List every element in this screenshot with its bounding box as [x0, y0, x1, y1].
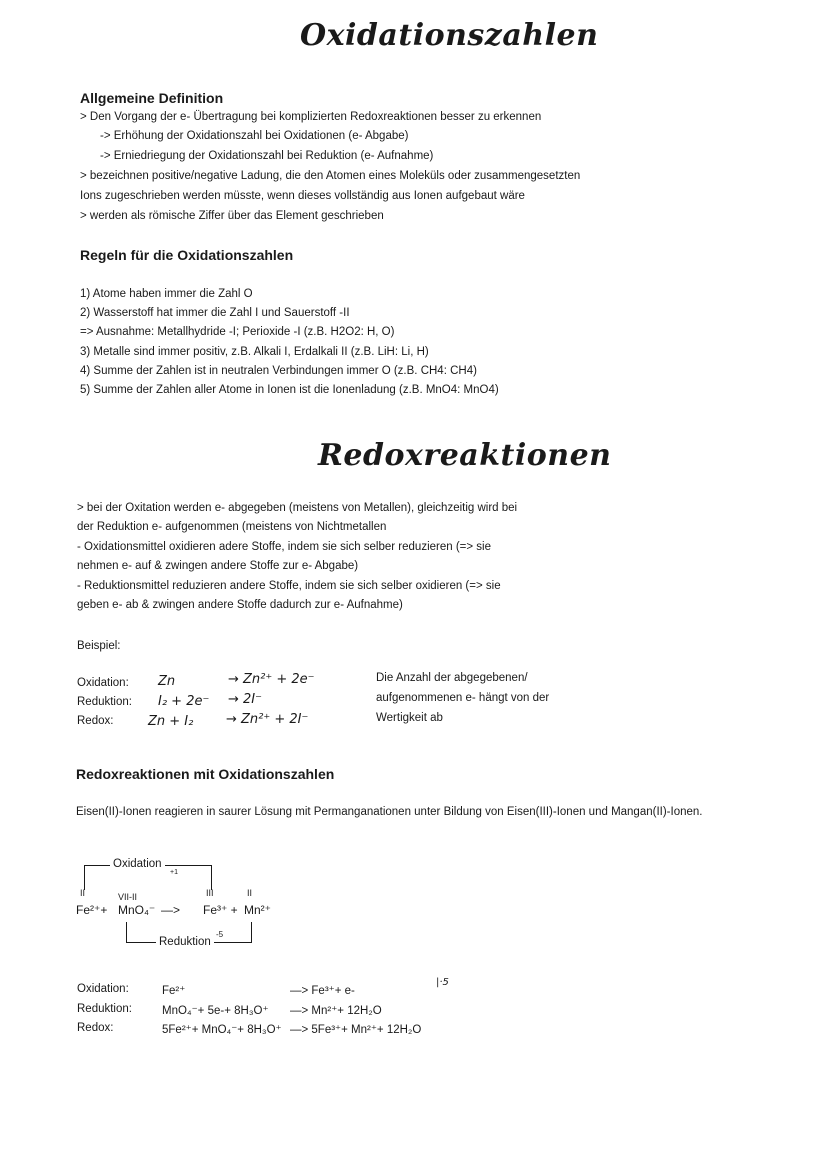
section-title-redox: Redoxreaktionen	[318, 438, 612, 473]
equation-part: MnO₄⁻	[118, 903, 156, 917]
example-note-line: Die Anzahl der abgegebenen/	[376, 672, 528, 684]
numeral-mn: II	[247, 888, 253, 898]
oxidation-label: Oxidation	[110, 858, 165, 870]
example-row-left: Zn	[158, 674, 176, 689]
oxzahl-row-label: Redox:	[77, 1022, 114, 1034]
definition-line: > bezeichnen positive/negative Ladung, die den Atomen eines Moleküls oder zusammengesetzten	[80, 170, 581, 182]
example-row-right: → 2I⁻	[228, 692, 262, 707]
rule-line: 1) Atome haben immer die Zahl O	[80, 288, 253, 300]
oxzahl-row-prod: —> 5Fe³⁺+ Mn²⁺+ 12H₂O	[290, 1024, 422, 1036]
redox-line: nehmen e- auf & zwingen andere Stoffe zur e- Abgabe)	[77, 560, 359, 572]
example-row-label: Oxidation:	[77, 677, 129, 689]
definition-line: Ions zugeschrieben werden müsste, wenn dieses vollständig aus Ionen aufgebaut wäre	[80, 190, 525, 202]
rule-line: => Ausnahme: Metallhydride -I; Perioxide -I (z.B. H2O2: H, O)	[80, 326, 395, 338]
oxzahl-row-label: Reduktion:	[77, 1003, 132, 1015]
page-title: Oxidationszahlen	[300, 18, 599, 53]
example-row-right: → Zn²⁺ + 2e⁻	[228, 672, 315, 687]
oxidation-change: +1	[170, 869, 178, 876]
redox-line: - Reduktionsmittel reduzieren andere Stoffe, indem sie sich selber oxidieren (=> sie	[77, 580, 501, 592]
equation-part: Mn²⁺	[244, 903, 271, 917]
numeral-fe3: III	[206, 888, 214, 898]
redox-line: geben e- ab & zwingen andere Stoffe dadurch zur e- Aufnahme)	[77, 599, 403, 611]
example-row-left: Zn + I₂	[148, 714, 194, 729]
rule-line: 5) Summe der Zahlen aller Atome in Ionen ist die Ionenladung (z.B. MnO4: MnO4)	[80, 384, 499, 396]
oxzahl-sentence: Eisen(II)-Ionen reagieren in saurer Lösung mit Permanganationen unter Bildung von Eisen(III)-Ionen und Mangan(II)-Ionen.	[76, 806, 703, 818]
oxzahl-row-eq: 5Fe²⁺+ MnO₄⁻+ 8H₃O⁺	[162, 1024, 282, 1036]
redox-line: > bei der Oxitation werden e- abgegeben (meistens von Metallen), gleichzeitig wird bei	[77, 502, 518, 514]
equation-part: Fe³⁺ +	[203, 903, 238, 917]
reduction-label: Reduktion	[156, 936, 214, 948]
example-note-line: aufgenommenen e- hängt von der	[376, 692, 550, 704]
definition-line: -> Erhöhung der Oxidationszahl bei Oxidationen (e- Abgabe)	[100, 130, 409, 142]
equation-part: Fe²⁺+	[76, 903, 108, 917]
numeral-fe: II	[80, 888, 86, 898]
example-note-line: Wertigkeit ab	[376, 712, 443, 724]
numeral-mno4: VII-II	[118, 892, 138, 902]
oxzahl-heading: Redoxreaktionen mit Oxidationszahlen	[76, 766, 335, 782]
oxzahl-row-label: Oxidation:	[77, 983, 129, 995]
rule-line: 3) Metalle sind immer positiv, z.B. Alkali I, Erdalkali II (z.B. LiH: Li, H)	[80, 346, 429, 358]
oxzahl-row-eq: MnO₄⁻+ 5e-+ 8H₃O⁺	[162, 1005, 269, 1017]
example-row-left: I₂ + 2e⁻	[158, 694, 210, 709]
equation-arrow: —>	[161, 903, 181, 917]
example-row-label: Redox:	[77, 715, 114, 727]
oxzahl-row-prod: —> Fe³⁺+ e-	[290, 985, 355, 997]
example-label: Beispiel:	[77, 640, 121, 652]
reduction-change: -5	[216, 930, 224, 939]
rules-heading: Regeln für die Oxidationszahlen	[80, 247, 294, 263]
oxzahl-row-prod: —> Mn²⁺+ 12H₂O	[290, 1005, 382, 1017]
definition-heading: Allgemeine Definition	[80, 90, 224, 106]
definition-line: -> Erniedriegung der Oxidationszahl bei Reduktion (e- Aufnahme)	[100, 150, 434, 162]
definition-line: > Den Vorgang der e- Übertragung bei komplizierten Redoxreaktionen besser zu erkennen	[80, 111, 542, 123]
redox-line: - Oxidationsmittel oxidieren adere Stoffe, indem sie sich selber reduzieren (=> sie	[77, 541, 491, 553]
rule-line: 2) Wasserstoff hat immer die Zahl I und Sauerstoff -II	[80, 307, 350, 319]
factor-note: |·5	[436, 977, 449, 988]
oxzahl-row-eq: Fe²⁺	[162, 985, 186, 997]
rule-line: 4) Summe der Zahlen ist in neutralen Verbindungen immer O (z.B. CH4: CH4)	[80, 365, 477, 377]
example-row-right: → Zn²⁺ + 2I⁻	[226, 712, 309, 727]
definition-line: > werden als römische Ziffer über das Element geschrieben	[80, 210, 384, 222]
example-row-label: Reduktion:	[77, 696, 132, 708]
redox-line: der Reduktion e- aufgenommen (meistens von Nichtmetallen	[77, 521, 387, 533]
